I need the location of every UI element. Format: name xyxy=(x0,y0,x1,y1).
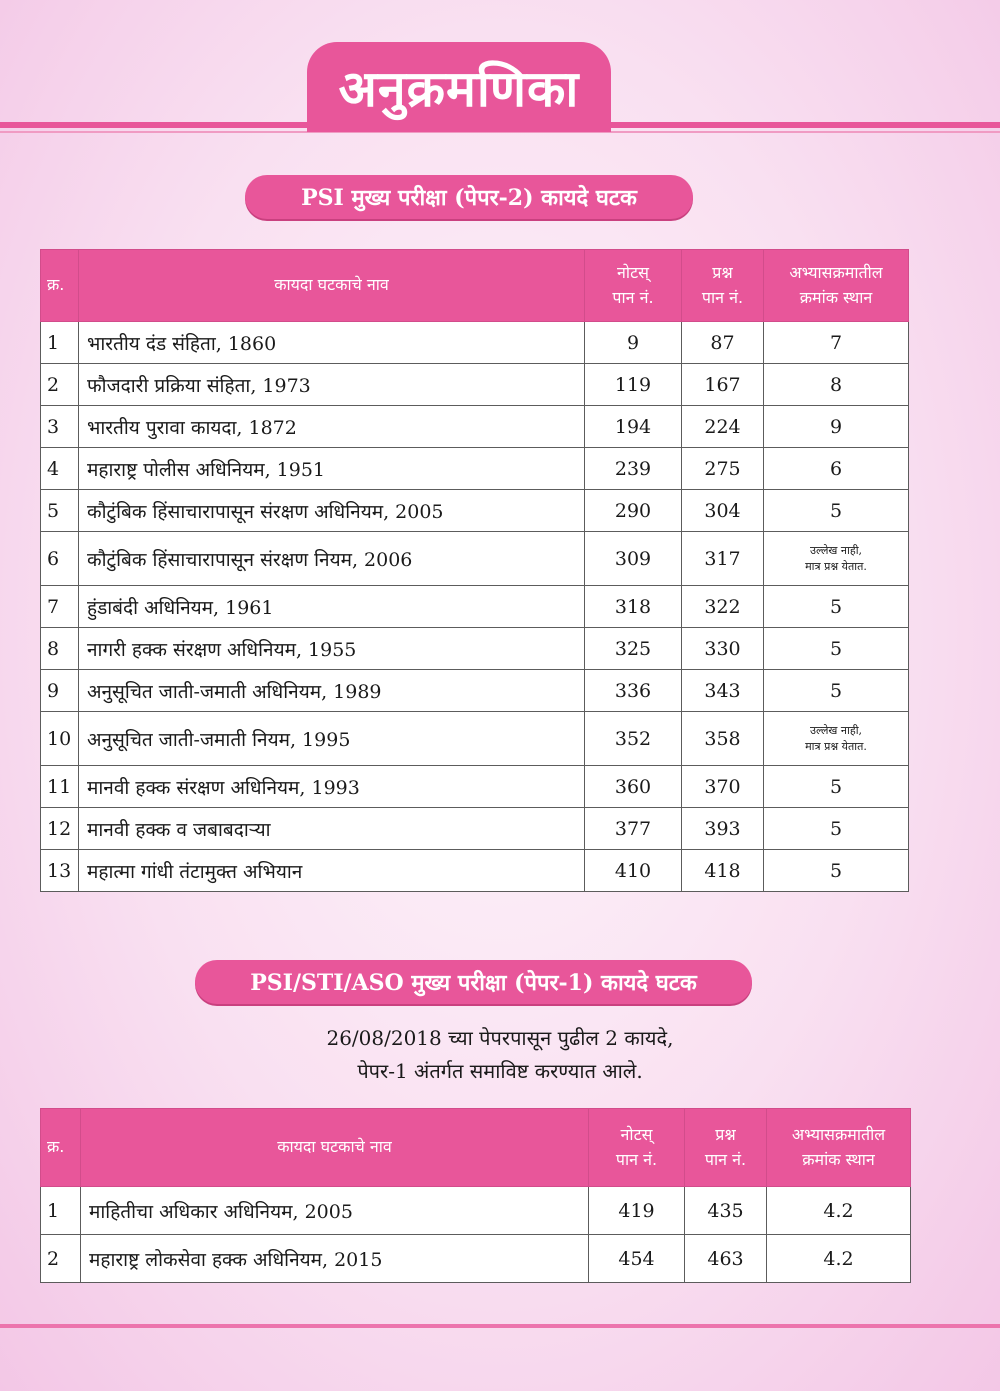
row-name: महाराष्ट्र लोकसेवा हक्क अधिनियम, 2015 xyxy=(81,1235,589,1283)
row-index: 1 xyxy=(41,1187,81,1235)
header-notes-line2: पान नं. xyxy=(615,1149,658,1169)
row-syllabus: 5 xyxy=(764,766,909,808)
table-row xyxy=(41,712,909,766)
row-notes-page: 239 xyxy=(585,448,682,490)
row-index: 9 xyxy=(41,670,79,712)
syllabus-note-line1: उल्लेख नाही, xyxy=(809,543,863,557)
row-notes-page: 309 xyxy=(585,532,682,586)
row-questions-page: 370 xyxy=(682,766,764,808)
row-index: 10 xyxy=(41,712,79,766)
row-questions-page: 167 xyxy=(682,364,764,406)
section2-heading: PSI/STI/ASO मुख्य परीक्षा (पेपर-1) कायदे घटक xyxy=(195,960,752,1004)
row-name: फौजदारी प्रक्रिया संहिता, 1973 xyxy=(79,364,585,406)
row-notes-page: 360 xyxy=(585,766,682,808)
table-row xyxy=(41,670,909,712)
header-notes xyxy=(585,250,682,322)
row-index: 8 xyxy=(41,628,79,670)
row-name: अनुसूचित जाती-जमाती नियम, 1995 xyxy=(79,712,585,766)
row-syllabus: 9 xyxy=(764,406,909,448)
row-syllabus: 4.2 xyxy=(767,1187,911,1235)
header-questions-line2: पान नं. xyxy=(701,287,744,307)
row-notes-page: 318 xyxy=(585,586,682,628)
table-row xyxy=(41,628,909,670)
header-questions-line1: प्रश्न xyxy=(715,1124,736,1144)
header-notes-line1: नोटस् xyxy=(617,262,649,282)
row-name: कौटुंबिक हिंसाचारापासून संरक्षण अधिनियम, 2005 xyxy=(79,490,585,532)
row-notes-page: 119 xyxy=(585,364,682,406)
row-name: भारतीय पुरावा कायदा, 1872 xyxy=(79,406,585,448)
row-syllabus: 5 xyxy=(764,808,909,850)
row-index: 1 xyxy=(41,322,79,364)
row-index: 2 xyxy=(41,364,79,406)
row-syllabus-note xyxy=(764,532,909,586)
header-name: कायदा घटकाचे नाव xyxy=(81,1109,589,1187)
header-questions xyxy=(682,250,764,322)
row-notes-page: 419 xyxy=(589,1187,685,1235)
row-notes-page: 290 xyxy=(585,490,682,532)
row-name: महाराष्ट्र पोलीस अधिनियम, 1951 xyxy=(79,448,585,490)
table-header-row xyxy=(41,250,909,322)
row-index: 2 xyxy=(41,1235,81,1283)
table-row xyxy=(41,532,909,586)
row-questions-page: 435 xyxy=(685,1187,767,1235)
section1-table xyxy=(40,249,909,892)
row-notes-page: 194 xyxy=(585,406,682,448)
syllabus-note-line2: मात्र प्रश्न येतात. xyxy=(805,739,867,753)
row-index: 7 xyxy=(41,586,79,628)
table-row xyxy=(41,586,909,628)
header-index: क्र. xyxy=(41,1109,81,1187)
header-syllabus-line1: अभ्यासक्रमातील xyxy=(789,262,883,282)
table-row xyxy=(41,322,909,364)
row-index: 4 xyxy=(41,448,79,490)
row-questions-page: 87 xyxy=(682,322,764,364)
row-syllabus: 5 xyxy=(764,850,909,892)
table-header-row xyxy=(41,1109,911,1187)
row-index: 13 xyxy=(41,850,79,892)
table-row xyxy=(41,448,909,490)
row-questions-page: 358 xyxy=(682,712,764,766)
row-questions-page: 275 xyxy=(682,448,764,490)
section1-heading: PSI मुख्य परीक्षा (पेपर-2) कायदे घटक xyxy=(245,175,693,219)
row-syllabus: 7 xyxy=(764,322,909,364)
row-name: अनुसूचित जाती-जमाती अधिनियम, 1989 xyxy=(79,670,585,712)
row-index: 6 xyxy=(41,532,79,586)
syllabus-note-line2: मात्र प्रश्न येतात. xyxy=(805,559,867,573)
row-notes-page: 336 xyxy=(585,670,682,712)
row-name: मानवी हक्क संरक्षण अधिनियम, 1993 xyxy=(79,766,585,808)
row-name: मानवी हक्क व जबाबदाऱ्या xyxy=(79,808,585,850)
header-notes-line1: नोटस् xyxy=(620,1124,653,1144)
table-row xyxy=(41,1187,911,1235)
row-questions-page: 322 xyxy=(682,586,764,628)
section2-note-line1: 26/08/2018 च्या पेपरपासून पुढील 2 कायदे, xyxy=(326,1026,674,1050)
row-name: हुंडाबंदी अधिनियम, 1961 xyxy=(79,586,585,628)
row-syllabus: 4.2 xyxy=(767,1235,911,1283)
section2-note-line2: पेपर-1 अंतर्गत समाविष्ट करण्यात आले. xyxy=(357,1059,643,1083)
header-syllabus-line2: क्रमांक स्थान xyxy=(799,287,873,307)
row-questions-page: 304 xyxy=(682,490,764,532)
row-notes-page: 325 xyxy=(585,628,682,670)
header-syllabus xyxy=(767,1109,911,1187)
page-title: अनुक्रमणिका xyxy=(307,42,611,132)
section2-table xyxy=(40,1108,911,1283)
row-syllabus: 5 xyxy=(764,586,909,628)
bottom-rule xyxy=(0,1324,1000,1328)
header-notes xyxy=(589,1109,685,1187)
row-questions-page: 330 xyxy=(682,628,764,670)
table-row xyxy=(41,490,909,532)
table-row xyxy=(41,766,909,808)
row-syllabus: 5 xyxy=(764,628,909,670)
row-questions-page: 224 xyxy=(682,406,764,448)
row-name: नागरी हक्क संरक्षण अधिनियम, 1955 xyxy=(79,628,585,670)
header-questions-line2: पान नं. xyxy=(704,1149,747,1169)
row-name: माहितीचा अधिकार अधिनियम, 2005 xyxy=(81,1187,589,1235)
table-row xyxy=(41,1235,911,1283)
row-index: 5 xyxy=(41,490,79,532)
row-questions-page: 418 xyxy=(682,850,764,892)
syllabus-note-line1: उल्लेख नाही, xyxy=(809,723,863,737)
row-syllabus-note xyxy=(764,712,909,766)
row-notes-page: 9 xyxy=(585,322,682,364)
row-name: कौटुंबिक हिंसाचारापासून संरक्षण नियम, 2006 xyxy=(79,532,585,586)
row-index: 11 xyxy=(41,766,79,808)
row-syllabus: 5 xyxy=(764,490,909,532)
row-notes-page: 377 xyxy=(585,808,682,850)
row-questions-page: 463 xyxy=(685,1235,767,1283)
table-row xyxy=(41,364,909,406)
row-syllabus: 6 xyxy=(764,448,909,490)
row-index: 3 xyxy=(41,406,79,448)
table-row xyxy=(41,850,909,892)
row-notes-page: 410 xyxy=(585,850,682,892)
row-notes-page: 352 xyxy=(585,712,682,766)
header-questions xyxy=(685,1109,767,1187)
row-notes-page: 454 xyxy=(589,1235,685,1283)
table-row xyxy=(41,406,909,448)
row-questions-page: 393 xyxy=(682,808,764,850)
table-row xyxy=(41,808,909,850)
row-name: भारतीय दंड संहिता, 1860 xyxy=(79,322,585,364)
header-questions-line1: प्रश्न xyxy=(712,262,733,282)
row-syllabus: 8 xyxy=(764,364,909,406)
header-name: कायदा घटकाचे नाव xyxy=(79,250,585,322)
header-syllabus xyxy=(764,250,909,322)
row-name: महात्मा गांधी तंटामुक्त अभियान xyxy=(79,850,585,892)
header-syllabus-line1: अभ्यासक्रमातील xyxy=(791,1124,886,1144)
header-notes-line2: पान नं. xyxy=(612,287,654,307)
row-questions-page: 343 xyxy=(682,670,764,712)
header-index: क्र. xyxy=(41,250,79,322)
row-syllabus: 5 xyxy=(764,670,909,712)
header-syllabus-line2: क्रमांक स्थान xyxy=(802,1149,875,1169)
row-index: 12 xyxy=(41,808,79,850)
row-questions-page: 317 xyxy=(682,532,764,586)
